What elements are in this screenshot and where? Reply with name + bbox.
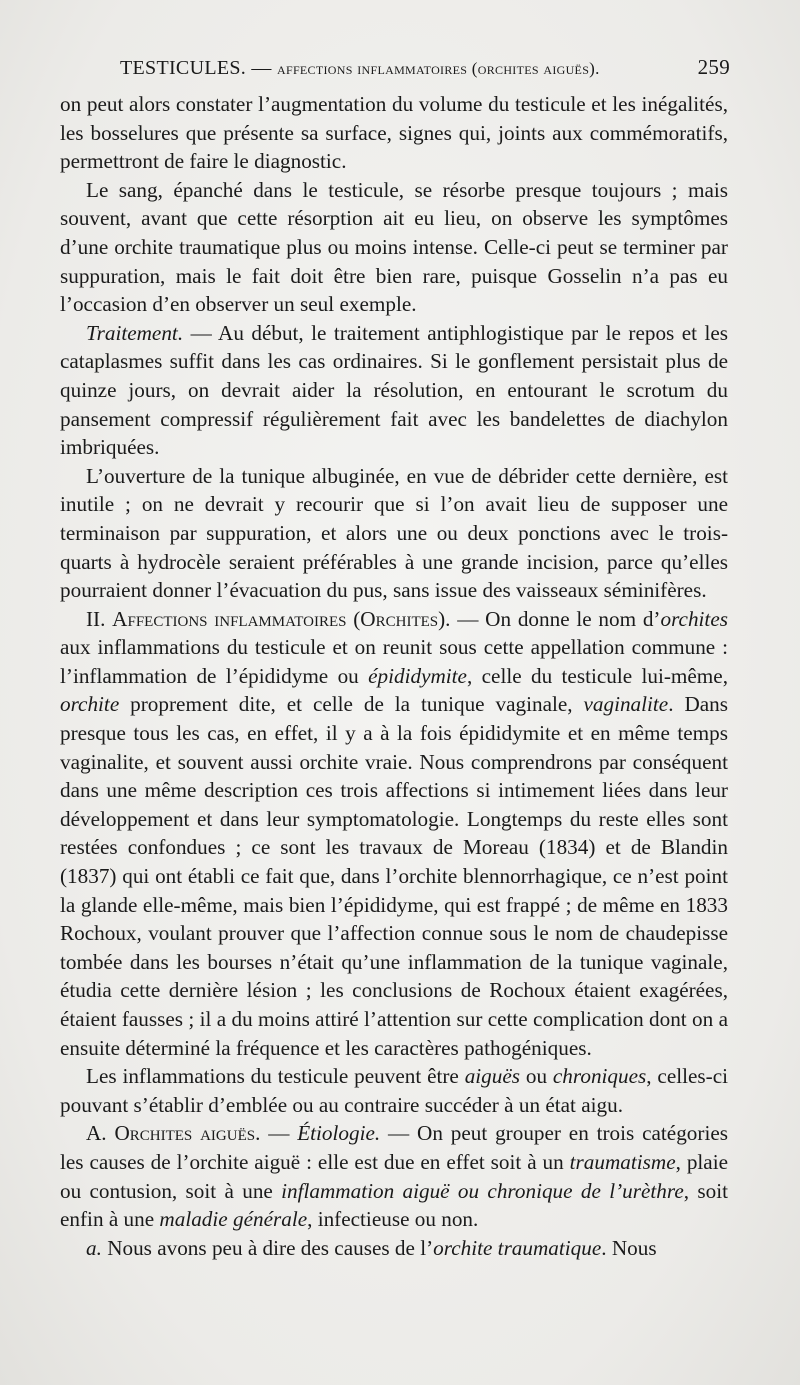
section-a-text-b: — On peut grouper en trois catégories les causes de l’orchite aiguë : elle est due en effet soit à un bbox=[60, 1121, 728, 1174]
section-a-text-e: , infectieuse ou non. bbox=[307, 1207, 479, 1232]
section-a-text-d: , soit enfin à une bbox=[60, 1178, 728, 1232]
paragraph-8-text-a: Nous avons peu à dire des causes de l’ bbox=[101, 1235, 434, 1260]
section-ii-text-c: , celle du testicule lui-même, bbox=[466, 663, 728, 688]
paragraph-2 bbox=[60, 176, 728, 319]
paragraph-6-text-c: , celles-ci pouvant s’établir d’emblée ou au contraire succéder à un état aigu. bbox=[60, 1064, 729, 1117]
etiologie-heading: Étiologie. bbox=[297, 1121, 381, 1146]
section-ii-text-d: proprement dite, et celle de la tunique vaginale, bbox=[119, 692, 584, 717]
section-ii-text-a: — On donne le nom d’ bbox=[450, 606, 661, 631]
paragraph-4-text: L’ouverture de la tunique albuginée, en vue de débrider cette dernière, est inutile ; on ne devrait y recourir que si l’on avait lieu de supposer une terminaison par suppuration, et alors une ou deux ponctions avec le trois-quarts à hydrocèle seraient préférables à une grande incision, parce qu’elles pourraient donner l’évacuation du pus, sans issue des vaisseaux séminifères. bbox=[60, 463, 728, 603]
term-inflammation: inflammation aiguë ou chronique de l’urèthre bbox=[281, 1178, 684, 1203]
term-epididymite: épididymite bbox=[368, 663, 467, 688]
header-title: TESTICULES. bbox=[120, 57, 247, 79]
paragraph-6 bbox=[60, 1062, 728, 1119]
paragraph-8-text-b: . Nous bbox=[601, 1235, 657, 1260]
treatment-heading: Traitement. bbox=[86, 320, 184, 345]
paragraph-1-text: on peut alors constater l’augmentation du volume du testicule et les inégalités, les bosselures que présente sa surface, signes qui, joints aux commémoratifs, permettront de faire le diagnostic. bbox=[60, 92, 728, 174]
paragraph-4 bbox=[60, 462, 728, 605]
term-orchite-traumatique: orchite traumatique bbox=[433, 1235, 602, 1260]
term-orchites: orchites bbox=[660, 606, 728, 631]
section-ii-number: II. bbox=[86, 606, 113, 631]
paragraph-section-a bbox=[60, 1119, 728, 1233]
paragraph-1 bbox=[60, 90, 728, 176]
running-head-text bbox=[120, 53, 600, 84]
treatment-text: — Au début, le traitement antiphlogistique par le repos et les cataplasmes suffit dans les cas ordinaires. Si le gonflement persistait plus de quinze jours, on devrait aider la résolution, en entourant le scrotum du pansement compressif régulièrement fait avec les bandelettes de diachylon imbriquées. bbox=[60, 320, 728, 460]
section-a-dash: — bbox=[260, 1121, 298, 1146]
section-ii-heading: Affections inflammatoires (Orchites). bbox=[112, 606, 451, 631]
paragraph-6-text-b: ou bbox=[520, 1064, 553, 1089]
paragraph-treatment bbox=[60, 319, 728, 462]
term-vaginalite: vaginalite bbox=[583, 692, 669, 717]
term-aigues: aiguës bbox=[464, 1064, 521, 1089]
paragraph-section-ii bbox=[60, 605, 728, 1063]
page-number: 259 bbox=[697, 55, 730, 79]
term-chroniques: chroniques bbox=[552, 1064, 647, 1089]
item-a-label: a. bbox=[86, 1235, 102, 1260]
section-a-text-c: , plaie ou contusion, soit à une bbox=[60, 1149, 728, 1203]
body-text bbox=[60, 90, 728, 1262]
paragraph-6-text-a: Les inflammations du testicule peuvent être bbox=[86, 1064, 465, 1089]
running-head bbox=[120, 52, 728, 84]
header-dash: — bbox=[251, 57, 272, 79]
term-traumatisme: traumatisme bbox=[569, 1149, 676, 1174]
term-maladie-generale: maladie générale bbox=[159, 1207, 308, 1232]
paragraph-2-text: Le sang, épanché dans le testicule, se résorbe presque toujours ; mais souvent, avant que cette résorption ait eu lieu, on observe les symptômes d’une orchite traumatique plus ou moins intense. Celle-ci peut se terminer par suppuration, mais le fait doit être bien rare, puisque Gosselin n’a pas eu l’occasion d’en observer un seul exemple. bbox=[60, 177, 728, 317]
section-ii-text-b: aux inflammations du testicule et on reunit sous cette appellation commune : l’inflammation de l’épididyme ou bbox=[60, 635, 728, 688]
section-a-heading: Orchites aiguës. bbox=[114, 1121, 261, 1146]
section-a-number: A. bbox=[86, 1121, 115, 1146]
term-orchite: orchite bbox=[60, 692, 120, 717]
header-section: affections inflammatoires (orchites aiguës). bbox=[277, 59, 600, 78]
paragraph-8 bbox=[60, 1234, 728, 1263]
section-ii-text-e: . Dans presque tous les cas, en effet, il y a à la fois épididymite et en même temps vaginalite, et souvent aussi orchite vraie. Nous comprendrons par conséquent dans une même description ces trois affections si intimement liées dans leur développement et dans leur symptomatologie. Longtemps du reste elles sont restées confondues ; ce sont les travaux de Moreau (1834) et de Blandin (1837) qui ont établi ce fait que, dans l’orchite blennorrhagique, ce n’est point la glande elle-même, mais bien l’épididyme, qui est frappé ; de même en 1833 Rochoux, voulant prouver que l’affection connue sous le nom de chaudepisse tombée dans les bourses n’était qu’une inflammation de la tunique vaginale, étudia cette dernière lésion ; les conclusions de Rochoux étaient exagérées, étaient fausses ; il a du moins attiré l’attention sur cette complication dont on a ensuite déterminé la fréquence et les caractères pathogéniques. bbox=[60, 692, 728, 1060]
